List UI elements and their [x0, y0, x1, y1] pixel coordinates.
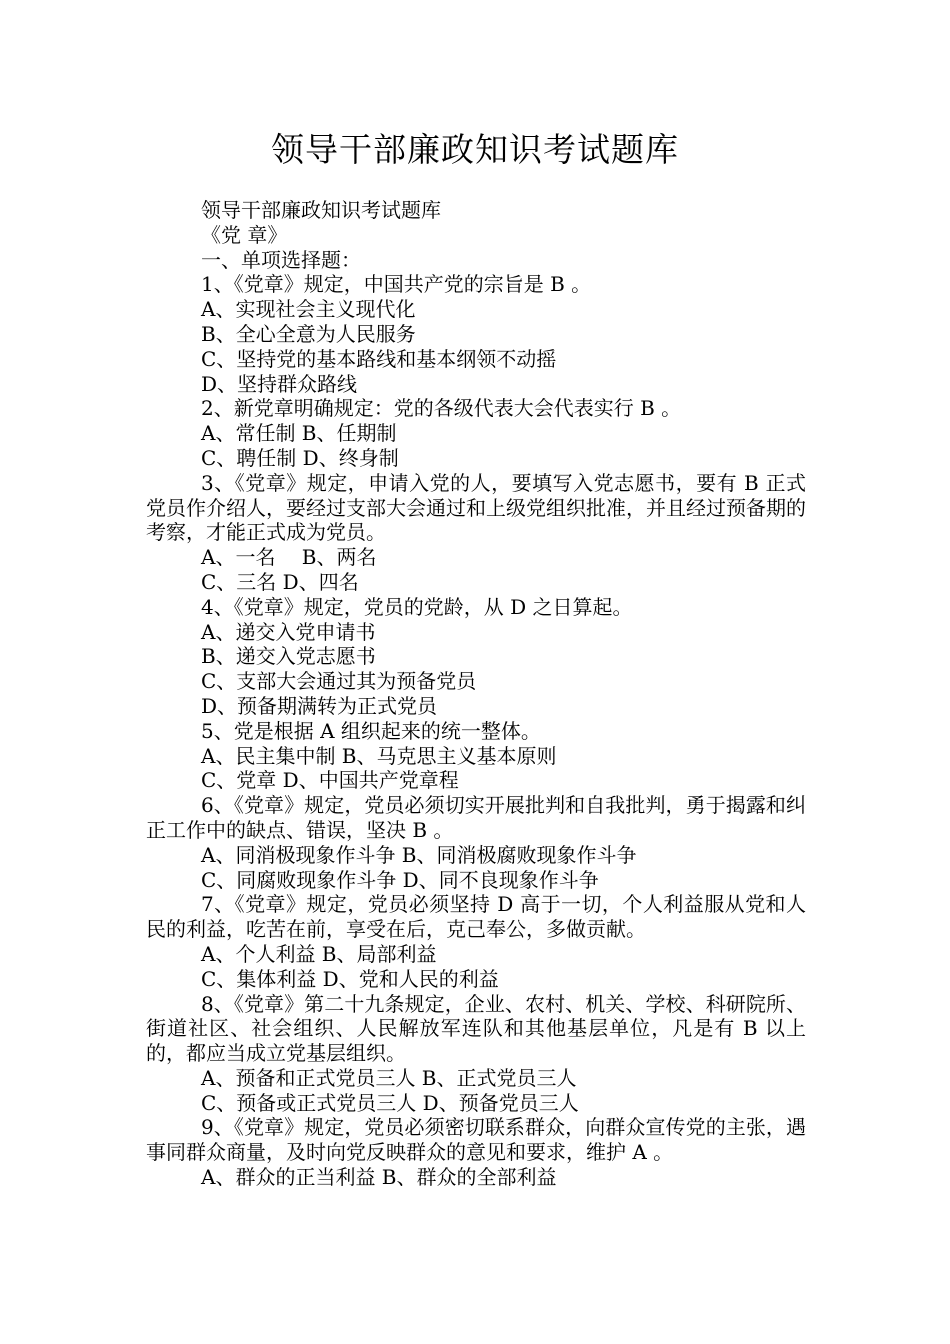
paragraph: C、聘任制 D、终身制: [201, 445, 399, 470]
document-body: [146, 198, 806, 1190]
paragraph: 2、新党章明确规定：党的各级代表大会代表实行 B 。: [201, 396, 682, 421]
paragraph: C、同腐败现象作斗争 D、同不良现象作斗争: [201, 867, 599, 892]
paragraph: A、同消极现象作斗争 B、同消极腐败现象作斗争: [201, 842, 637, 867]
paragraph: C、三名 D、四名: [201, 569, 359, 594]
paragraph: C、集体利益 D、党和人民的利益: [201, 966, 499, 991]
paragraph: D、预备期满转为正式党员: [201, 693, 438, 718]
paragraph: A、实现社会主义现代化: [201, 297, 416, 322]
paragraph: 一、单项选择题：: [201, 247, 361, 272]
paragraph: 9、《党章》规定，党员必须密切联系群众，向群众宣传党的主张，遇事同群众商量，及时向党反映群众的意见和要求，维护 A 。: [146, 1115, 806, 1165]
paragraph: 4、《党章》规定，党员的党龄，从 D 之日算起。: [201, 594, 633, 619]
paragraph: A、个人利益 B、局部利益: [201, 941, 437, 966]
paragraph: A、群众的正当利益 B、群众的全部利益: [201, 1165, 557, 1190]
paragraph: 8、《党章》第二十九条规定，企业、农村、机关、学校、科研院所、街道社区、社会组织、人民解放军连队和其他基层单位，凡是有 B 以上的，都应当成立党基层组织。: [146, 991, 806, 1066]
paragraph: B、递交入党志愿书: [201, 644, 376, 669]
paragraph: C、党章 D、中国共产党章程: [201, 768, 459, 793]
paragraph: C、支部大会通过其为预备党员: [201, 669, 477, 694]
paragraph: A、常任制 B、任期制: [201, 421, 397, 446]
paragraph: D、坚持群众路线: [201, 371, 358, 396]
paragraph: 5、党是根据 A 组织起来的统一整体。: [201, 718, 541, 743]
paragraph: C、预备或正式党员三人 D、预备党员三人: [201, 1090, 579, 1115]
paragraph: 3、《党章》规定，申请入党的人，要填写入党志愿书，要有 B 正式党员作介绍人，要经过支部大会通过和上级党组织批准，并且经过预备期的考察，才能正式成为党员。: [146, 470, 806, 545]
paragraph: C、坚持党的基本路线和基本纲领不动摇: [201, 346, 557, 371]
paragraph: 领导干部廉政知识考试题库: [201, 198, 441, 222]
paragraph: A、预备和正式党员三人 B、正式党员三人: [201, 1065, 577, 1090]
paragraph: A、一名 B、两名: [201, 545, 377, 570]
paragraph: 《党 章》: [201, 222, 288, 247]
paragraph: A、民主集中制 B、马克思主义基本原则: [201, 743, 557, 768]
paragraph: B、全心全意为人民服务: [201, 321, 416, 346]
paragraph: 6、《党章》规定，党员必须切实开展批判和自我批判，勇于揭露和纠正工作中的缺点、错误，坚决 B 。: [146, 793, 806, 842]
paragraph: 1、《党章》规定，中国共产党的宗旨是 B 。: [201, 272, 592, 297]
paragraph: A、递交入党申请书: [201, 619, 376, 644]
document-title: 领导干部廉政知识考试题库: [271, 130, 679, 169]
paragraph: 7、《党章》规定，党员必须坚持 D 高于一切，个人利益服从党和人民的利益，吃苦在前，享受在后，克己奉公，多做贡献。: [146, 892, 806, 942]
